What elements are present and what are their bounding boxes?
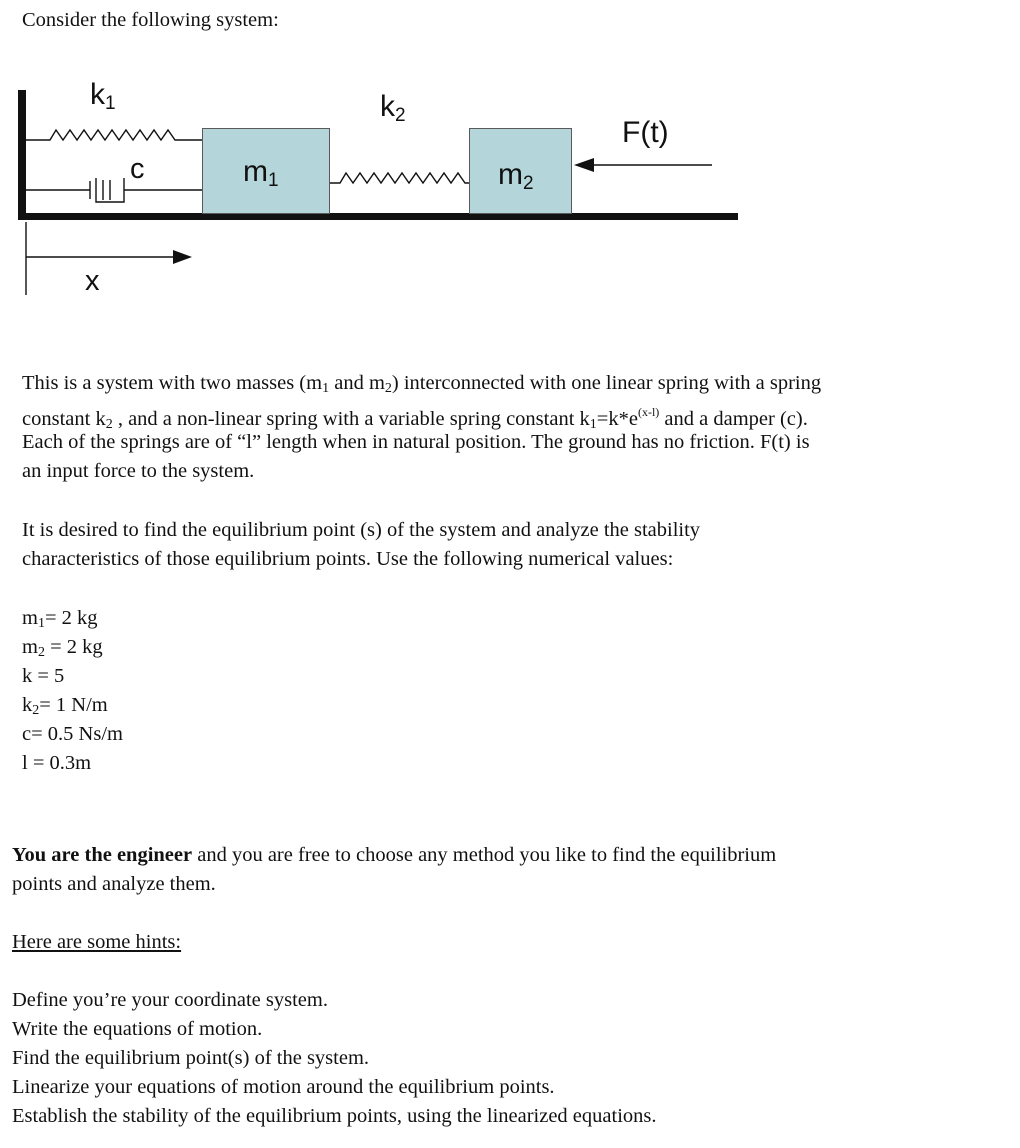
value-m1: $m_1= 2$ kg — [22, 607, 98, 631]
hint-item: Write the equations of motion. — [12, 1018, 263, 1040]
hint-item: Linearize your equations of motion around the equilibrium points. — [12, 1076, 555, 1098]
m1-label: $m_1$ — [243, 155, 279, 191]
para2-line1: It is desired to find the equilibrium point (s) of the system and analyze the stability — [22, 519, 701, 541]
hint-item: Find the equilibrium point(s) of the system. — [12, 1047, 370, 1069]
force-arrow — [574, 158, 712, 172]
x-label: x — [85, 265, 100, 297]
para2-line2: characteristics of those equilibrium points. Use the following numerical values: — [22, 548, 674, 570]
hint-item: Define you’re your coordinate system. — [12, 989, 328, 1011]
damper-c — [26, 178, 203, 202]
para1-line4: an input force to the system. — [22, 460, 255, 482]
force-label: F(t) — [622, 116, 669, 149]
value-c: c= 0.5 Ns/m — [22, 723, 123, 745]
x-axis-arrow — [26, 222, 192, 295]
k2-label: $k_2$ — [380, 90, 406, 126]
para1-line1: This is a system with two masses ($m_1$ and $m_2$) interconnected with one linear spring with a spring — [22, 372, 822, 396]
value-k: k = 5 — [22, 665, 65, 687]
engineer-bold: You are the engineer — [12, 844, 193, 866]
k1-label: $k_1$ — [90, 78, 116, 114]
value-l: l = 0.3m — [22, 752, 92, 774]
mass-spring-damper-diagram — [0, 0, 1020, 320]
ground — [18, 213, 738, 220]
spring-k2 — [330, 173, 470, 183]
wall — [18, 90, 26, 220]
spring-k1 — [26, 130, 203, 140]
hints-title: Here are some hints: — [12, 931, 182, 953]
engineer-line1: You are the engineer and you are free to choose any method you like to find the equilibrium — [12, 844, 777, 866]
m2-label: $m_2$ — [498, 158, 534, 194]
hint-item: Establish the stability of the equilibrium points, using the linearized equations. — [12, 1105, 657, 1127]
value-m2: $m_2 = 2$ kg — [22, 636, 103, 660]
engineer-line2: points and analyze them. — [12, 873, 216, 895]
para1-line2: constant $k_2$ , and a non-linear spring with a variable spring constant $k_1=k*e^{(x-l)}$ and a damper (c). — [22, 405, 808, 432]
para1-line3: Each of the springs are of “l” length when in natural position. The ground has no friction. F(t) is — [22, 431, 810, 453]
value-k2: $k_2= 1$ N/m — [22, 694, 108, 718]
c-label: c — [130, 153, 145, 185]
intro-text: Consider the following system: — [22, 9, 279, 31]
